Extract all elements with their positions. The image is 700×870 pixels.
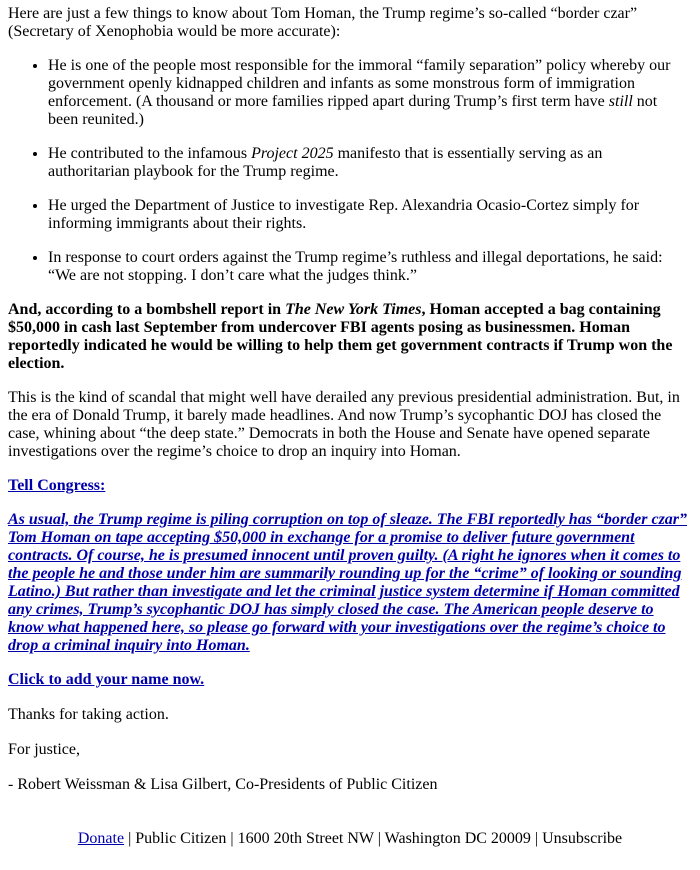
footer-separator: | <box>230 830 234 847</box>
add-name-link[interactable]: Click to add your name now. <box>8 671 205 688</box>
fact-emphasis: still <box>608 93 633 110</box>
tell-congress-link[interactable]: Tell Congress: <box>8 477 106 494</box>
signature-text: - Robert Weissman & Lisa Gilbert, Co-Presidents of Public Citizen <box>8 776 438 793</box>
footer-city: Washington DC 20009 <box>384 830 531 847</box>
unsubscribe-link[interactable]: Unsubscribe <box>542 830 623 847</box>
fact-emphasis: Project 2025 <box>251 145 334 162</box>
fact-item: • In response to court orders against the Trump regime’s ruthless and illegal deportations, he said: “We are not stopping. I don’t care what the judges think.” <box>48 249 692 285</box>
footer <box>8 830 692 848</box>
footer-street: 1600 20th Street NW <box>237 830 374 847</box>
report-source: The New York Times <box>285 301 422 318</box>
petition-link[interactable]: As usual, the Trump regime is piling corruption on top of sleaze. The FBI reportedly has “border czar” Tom Homan on tape accepting $50,000 in exchange for a promise to deliver future government contracts. Of course, he is presumed innocent until proven guilty. (A right he ignores when it comes to the people he and those under him are summarily rounding up for the “crime” of looking or sounding Latino.) But rather than investigate and let the criminal justice system determine if Homan committed any crimes, Trump’s sycophantic DOJ has simply closed the case. The American people deserve to know what happened here, so please go forward with your investigations over the regime’s choice to drop a criminal inquiry into Homan. <box>8 511 688 654</box>
report-paragraph: And, according to a bombshell report in The New York Times, Homan accepted a bag containing $50,000 in cash last September from undercover FBI agents posing as businessmen. Homan reportedly indicated he would be willing to help them get government contracts if Trump won the election. <box>8 301 673 372</box>
scandal-paragraph: This is the kind of scandal that might well have derailed any previous presidential administration. But, in the era of Donald Trump, it barely made headlines. And now Trump’s sycophantic DOJ has closed the case, whining about “the deep state.” Democrats in both the House and Senate have opened separate investigations over the regime’s choice to drop an inquiry into Homan. <box>8 389 680 460</box>
click-to-sign <box>8 671 692 689</box>
intro-paragraph: Here are just a few things to know about Tom Homan, the Trump regime’s so-called “border czar” (Secretary of Xenophobia would be more accurate): <box>8 5 638 40</box>
fact-item: • He is one of the people most responsible for the immoral “family separation” policy whereby our government openly kidnapped children and infants as some monstrous form of immigration enforcement. (A thousand or more families ripped apart during Trump’s first term have still not been reunited.) <box>48 57 692 129</box>
petition-text <box>8 511 692 655</box>
footer-separator: | <box>377 830 381 847</box>
fact-item: • He contributed to the infamous Project 2025 manifesto that is essentially serving as an authoritarian playbook for the Trump regime. <box>48 145 692 181</box>
closing-text: For justice, <box>8 741 80 758</box>
donate-link[interactable]: Donate <box>77 830 125 847</box>
footer-separator: | <box>128 830 132 847</box>
footer-org: Public Citizen <box>135 830 227 847</box>
fact-item: • He urged the Department of Justice to investigate Rep. Alexandria Ocasio-Cortez simply for informing immigrants about their rights. <box>48 197 692 233</box>
facts-list <box>8 57 692 285</box>
footer-separator: | <box>534 830 539 847</box>
thanks-text: Thanks for taking action. <box>8 706 169 723</box>
cta-heading <box>8 477 692 495</box>
